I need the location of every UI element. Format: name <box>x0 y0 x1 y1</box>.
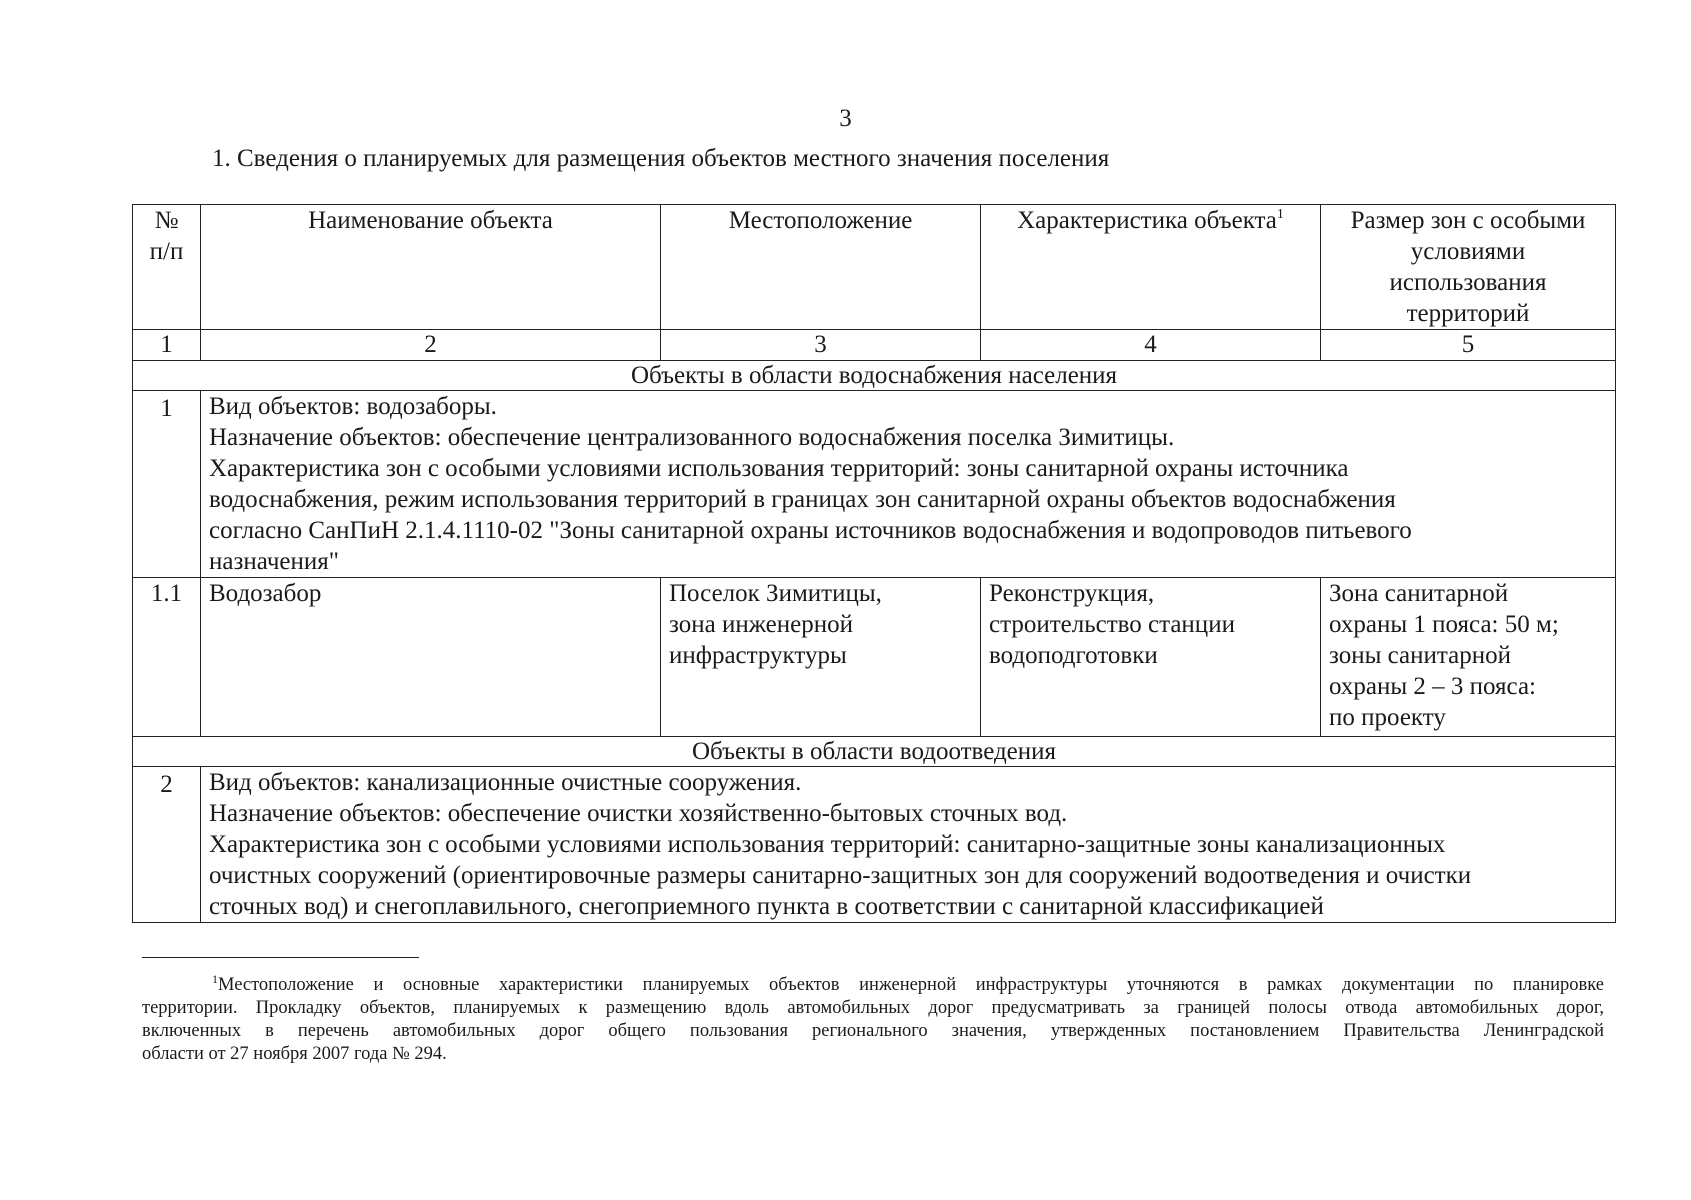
footnote <box>142 974 1604 1066</box>
group-description: Вид объектов: канализационные очистные сооружения. Назначение объектов: обеспечение очистки хозяйственно-бытовых сточных вод. Характеристика зон с особыми условиями использования территорий: санитарно-защитные зоны канализационных очистных сооружений (ориентировочные размеры санитарно-защитных зон для сооружений водоотведения и очистки сточных вод) и снегоплавильного, снегоприемного пункта в соответствии с санитарной классификацией <box>201 767 1616 923</box>
group-description: Вид объектов: водозаборы. Назначение объектов: обеспечение централизованного водоснабжения поселка Зимитицы. Характеристика зон с особыми условиями использования территорий: зоны санитарной охраны источника водоснабжения, режим использования территорий в границах зон санитарной охраны объектов водоснабжения согласно СанПиН 2.1.4.1110-02 "Зоны санитарной охраны источников водоснабжения и водопроводов питьевого назначения" <box>201 391 1616 578</box>
object-name: Водозабор <box>201 578 661 737</box>
footnote-line: области от 27 ноября 2007 года № 294. <box>142 1044 447 1064</box>
object-location: Поселок Зимитицы, зона инженерной инфраструктуры <box>661 578 981 737</box>
footnote-line: $^1$Местоположение и основные характеристики планируемых объектов инженерной инфраструктуры уточняются в рамках документации по планировке <box>212 972 1604 995</box>
footnote-marker: 1 <box>1276 207 1284 222</box>
column-number: 4 <box>981 330 1321 361</box>
column-number-row <box>133 330 1616 361</box>
group-title-sewerage: Объекты в области водоотведения <box>133 737 1616 767</box>
table-row <box>133 391 1616 578</box>
column-number: 2 <box>201 330 661 361</box>
table-header-row <box>133 205 1616 330</box>
header-location: Местоположение <box>661 205 981 330</box>
group-title-row <box>133 361 1616 391</box>
page-number: 3 <box>839 105 852 132</box>
planned-objects-table <box>132 204 1616 923</box>
object-characteristic: Реконструкция, строительство станции водоподготовки <box>981 578 1321 737</box>
column-number: 3 <box>661 330 981 361</box>
row-number: 2 <box>133 767 201 923</box>
object-zone-size: Зона санитарной охраны 1 пояса: 50 м; зоны санитарной охраны 2 – 3 пояса: по проекту <box>1321 578 1616 737</box>
footnote-line: территории. Прокладку объектов, планируемых к размещению вдоль автомобильных дорог предусматривать за границей полосы отвода автомобильных дорог, <box>142 998 1604 1018</box>
column-number: 1 <box>133 330 201 361</box>
table-row <box>133 578 1616 737</box>
row-number: 1 <box>133 391 201 578</box>
footnote-line: включенных в перечень автомобильных дорог общего пользования регионального значения, утвержденных постановлением Правительства Ленинградской <box>142 1021 1604 1041</box>
row-number: 1.1 <box>133 578 201 737</box>
table-row <box>133 767 1616 923</box>
section-title: 1. Сведения о планируемых для размещения объектов местного значения поселения <box>212 145 1110 172</box>
header-characteristic: Характеристика объекта$^1$ <box>981 205 1321 330</box>
footnote-marker: 1 <box>212 972 218 986</box>
footnote-separator <box>142 957 419 958</box>
group-title-row <box>133 737 1616 767</box>
header-name: Наименование объекта <box>201 205 661 330</box>
group-title-water-supply: Объекты в области водоснабжения населения <box>133 361 1616 391</box>
column-number: 5 <box>1321 330 1616 361</box>
header-zone-size: Размер зон с особыми условиями использования территорий <box>1321 205 1616 330</box>
header-num: № п/п <box>133 205 201 330</box>
